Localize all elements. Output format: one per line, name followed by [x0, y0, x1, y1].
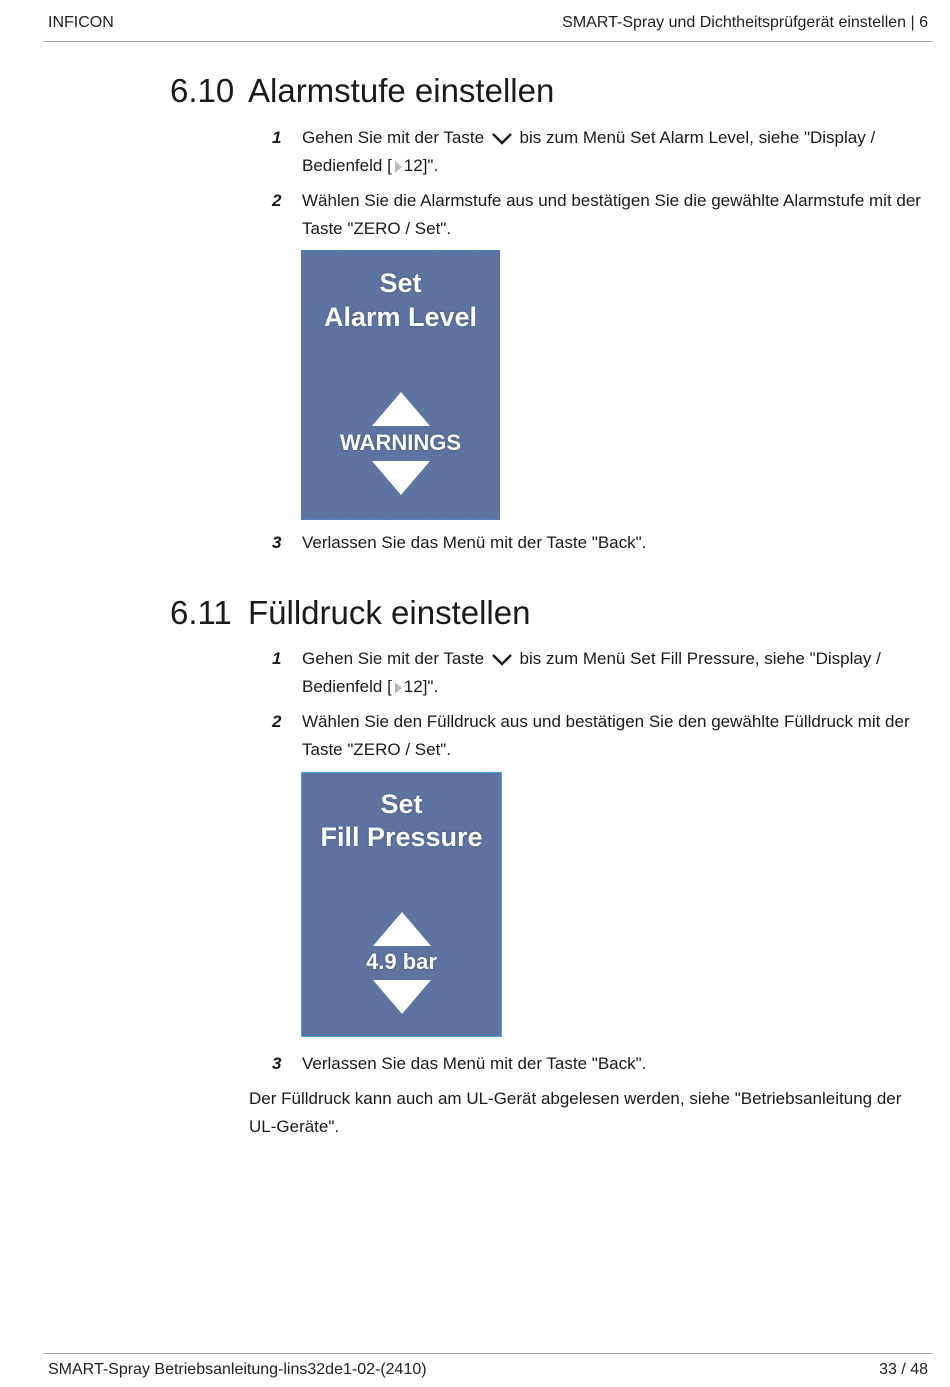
step-1	[272, 124, 922, 180]
section-number: 6.11	[170, 594, 232, 631]
step-number: 2	[272, 191, 282, 210]
section-heading: Fülldruck einstellen	[248, 594, 531, 631]
step-text: Gehen Sie mit der Taste bis zum Menü Set Fill Pressure, siehe "Display / Bedienfeld [ 12]".	[302, 649, 881, 696]
header-divider	[43, 41, 933, 42]
step-1	[272, 645, 922, 701]
screen-value: 4.9 bar	[366, 949, 437, 974]
step-number: 1	[272, 649, 282, 668]
screen-title-line2: Alarm Level	[323, 302, 478, 332]
device-screen-fill-pressure	[301, 772, 502, 1037]
step-number: 1	[272, 128, 282, 147]
step-2	[272, 708, 922, 764]
chevron-down-icon	[491, 653, 513, 667]
note-paragraph: Der Fülldruck kann auch am UL-Gerät abgelesen werden, siehe "Betriebsanleitung der UL-Geräte".	[249, 1089, 902, 1136]
device-screen-alarm-level	[301, 250, 500, 520]
chevron-down-icon	[491, 132, 513, 146]
step-number: 2	[272, 712, 282, 731]
step-2	[272, 187, 922, 243]
screen-title-line1: Set	[379, 268, 422, 298]
footer-document-id: SMART-Spray Betriebsanleitung-lins32de1-02-(2410)	[48, 1361, 427, 1378]
step-text: Verlassen Sie das Menü mit der Taste "Back".	[302, 533, 647, 552]
footer-divider	[43, 1353, 933, 1354]
header-chapter: SMART-Spray und Dichtheitsprüfgerät einstellen | 6	[562, 14, 928, 31]
section-title-fill-pressure	[170, 594, 530, 632]
screen-value: WARNINGS	[340, 430, 461, 455]
triangle-up-icon	[372, 911, 432, 947]
section-title-alarm-level	[170, 72, 554, 110]
step-text: Wählen Sie die Alarmstufe aus und bestätigen Sie die gewählte Alarmstufe mit der Taste "ZERO / Set".	[302, 191, 921, 238]
step-number: 3	[272, 533, 282, 552]
step-text: Gehen Sie mit der Taste bis zum Menü Set Alarm Level, siehe "Display / Bedienfeld [ 12]".	[302, 128, 876, 175]
step-text: Verlassen Sie das Menü mit der Taste "Back".	[302, 1054, 647, 1073]
step-number: 3	[272, 1054, 282, 1073]
triangle-down-icon	[372, 979, 432, 1015]
step-3	[272, 1050, 922, 1078]
triangle-down-icon	[371, 460, 431, 496]
header-brand: INFICON	[48, 14, 114, 31]
triangle-right-icon	[393, 160, 403, 174]
step-text: Wählen Sie den Fülldruck aus und bestätigen Sie den gewählte Fülldruck mit der Taste "ZERO / Set".	[302, 712, 910, 759]
step-3	[272, 529, 922, 557]
screen-title-line2: Fill Pressure	[320, 822, 483, 852]
section-number: 6.10	[170, 72, 235, 109]
section-heading: Alarmstufe einstellen	[248, 72, 555, 109]
footer-page-number: 33 / 48	[879, 1361, 928, 1378]
screen-title-line1: Set	[380, 789, 423, 819]
triangle-up-icon	[371, 391, 431, 427]
triangle-right-icon	[393, 681, 403, 695]
